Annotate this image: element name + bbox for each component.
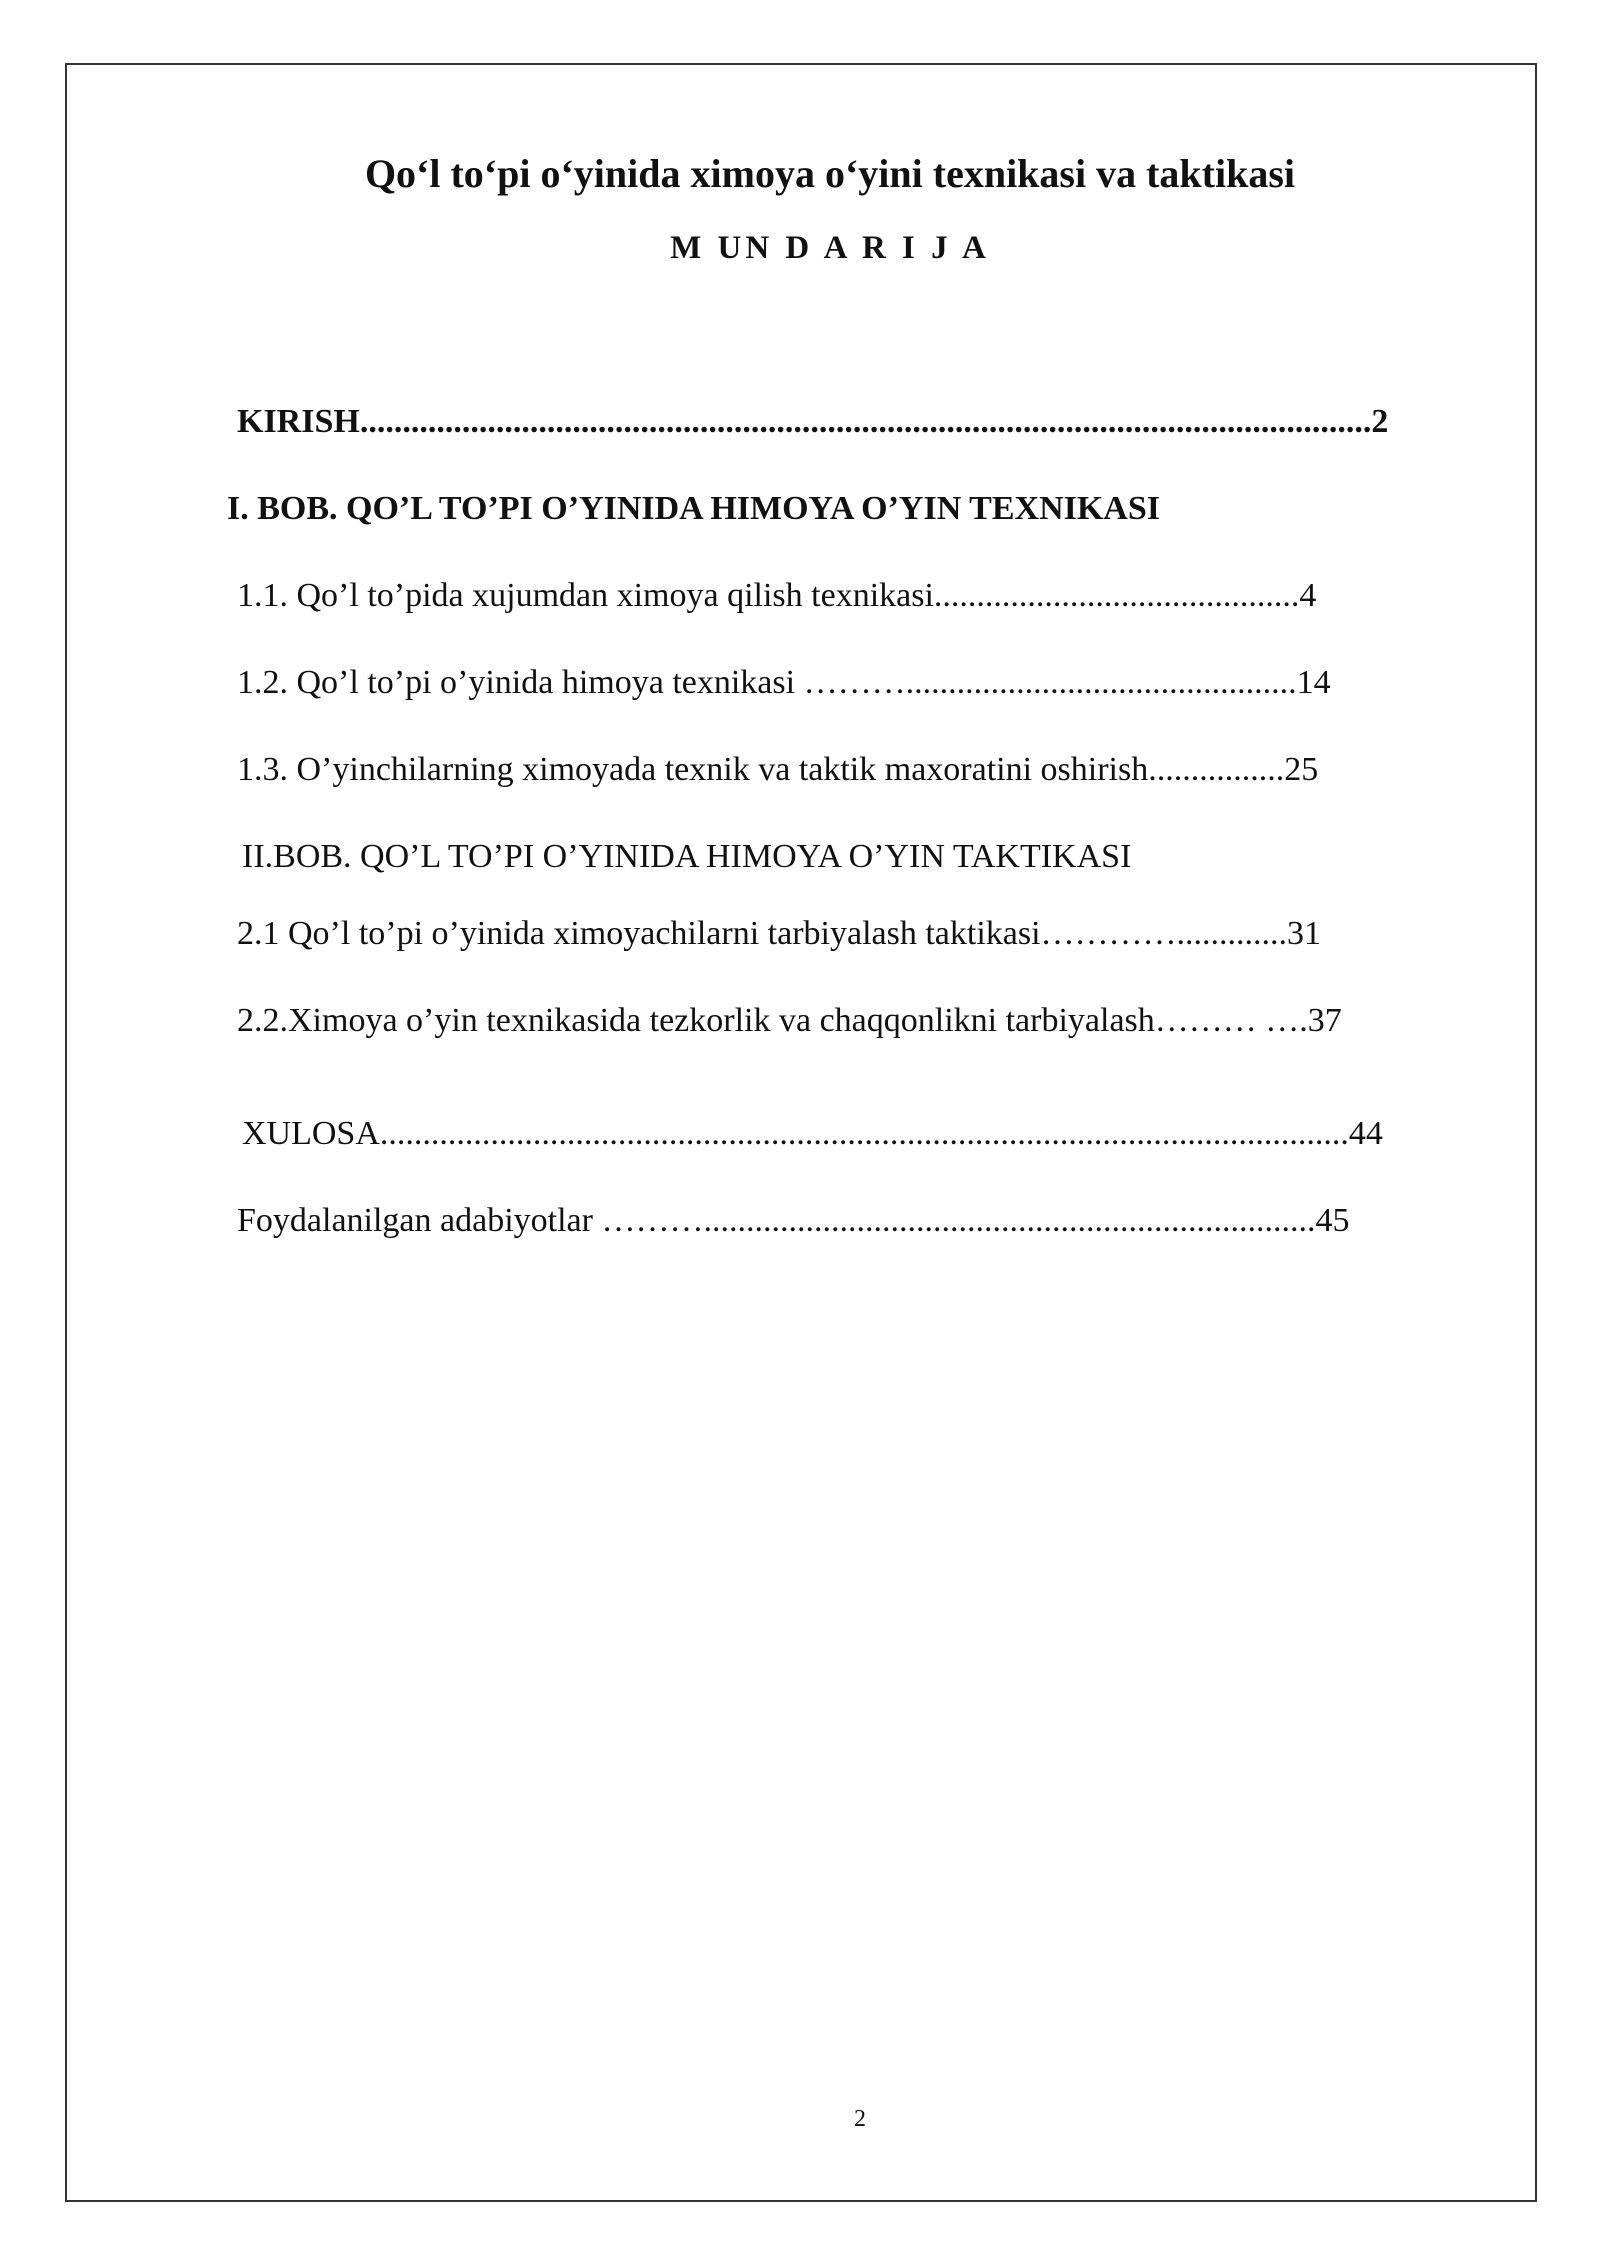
toc-entry-2-1: 2.1 Qo’l to’pi o’yinida ximoyachilarni tarbiyalash taktikasi………….............31 xyxy=(237,915,1322,952)
page-number: 2 xyxy=(854,2106,866,2132)
toc-entry-references: Foydalanilgan adabiyotlar ………........................................................................45 xyxy=(237,1202,1350,1239)
toc-entry-1-2: 1.2. Qo’l to’pi o’yinida himoya texnikasi ………..............................................14 xyxy=(237,664,1331,701)
toc-entry-introduction: KIRISH.......................................................................................................................2 xyxy=(237,403,1389,440)
toc-entry-1-3: 1.3. O’yinchilarning ximoyada texnik va taktik maxoratini oshirish................25 xyxy=(237,751,1319,788)
toc-entry-conclusion: XULOSA..................................................................................................................44 xyxy=(242,1115,1383,1152)
toc-chapter-1: I. BOB. QO’L TO’PI O’YINIDA HIMOYA O’YIN TEXNIKASI xyxy=(227,490,1160,527)
toc-chapter-2: II.BOB. QO’L TO’PI O’YINIDA HIMOYA O’YIN TAKTIKASI xyxy=(242,838,1132,875)
toc-entry-1-1: 1.1. Qo’l to’pida xujumdan ximoya qilish texnikasi...........................................4 xyxy=(237,577,1317,614)
document-title: Qo‘l to‘pi o‘yinida ximoya o‘yini texnikasi va taktikasi xyxy=(364,151,1296,196)
toc-entry-2-2: 2.2.Ximoya o’yin texnikasida tezkorlik va chaqqonlikni tarbiyalash……… ….37 xyxy=(237,1002,1342,1039)
contents-heading: M UN D A R I J A xyxy=(670,230,990,266)
